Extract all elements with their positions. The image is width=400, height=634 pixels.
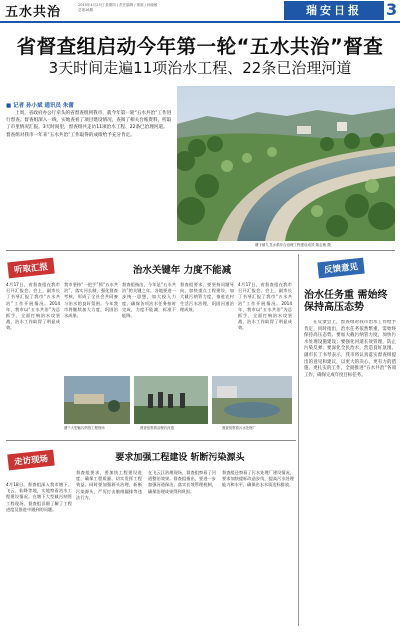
middle-col-1: 4月17日，省督查组在我市召开汇报会。会上，副市长丁书琴汇报了我市“五水共治”工作开展情况。2014年，我市以“五水共治”为总抓手，全面打响治水攻坚战，治水工作取得了明显成效。 <box>6 282 60 331</box>
issue-meta-line2: 总第16期 <box>78 8 93 12</box>
masthead-rule <box>0 21 400 23</box>
bottom-col-1: 4月18日，督查组深入我市塘下、飞云、仙降等地，实地察看治水工程建设情况。在塘下大型截污纳管工程现场，督查组详细了解了工程进度及推进中遇到的问题。 <box>6 482 72 512</box>
middle-col-3: 督查组指出，今年是“五水共治”的关键之年，各地要进一步统一思想，加大投入力度，确保各项治水任务按时完成，力度不能减，标准不能降。 <box>122 282 176 319</box>
lead-article: 上周，省政府办公厅牵头的省督查组到我市，就今年第一轮“五水共治”工作进行督查。督查组深入一线，实地查看了项目建设情况，查阅了相关台账资料，听取了市里情况汇报。3天时间里，督查组共走访11项治水工程、22条已治理河道。督查组对我市一年来“五水共治”工作取得的成绩给予充分肯定。 <box>6 111 172 138</box>
bottom-col-2: 督查组要求，要加快工程建设进度，确保工程质量，切实发挥工程效益。同时要加强源头治理，斩断污染源头，严厉打击偷排漏排等违法行为。 <box>76 470 142 500</box>
right-subhead: 治水任务重 需始终保持高压态势 <box>304 290 388 313</box>
photo-treatment-plant <box>212 376 292 424</box>
middle-col-2: 我市坚持“一把手”抓“五水共治”，落实河长制，强化督查考核，形成了全社会共同参与治水的良好氛围。今年我市将继续加大力度，巩固治水成果。 <box>64 282 118 319</box>
main-photo-caption: 塘下镇九龙水系综合治理工程建设成效 陈志敏 摄 <box>255 243 331 247</box>
photo-caption-mid: 督查组察看治理后河道 <box>140 426 174 430</box>
bottom-col-3: 在飞云江治理现场，督查组察看了河道整治效果。督查组指出，要进一步加强河道保洁，落实长效管理机制，确保治理成果得到巩固。 <box>148 470 216 494</box>
column-divider <box>298 254 299 626</box>
main-subheadline: 3天时间走遍11项治水工程、22条已治理河道 <box>48 59 352 77</box>
section-tag-briefing: 听取汇报 <box>7 258 54 279</box>
section-title: 五水共治 <box>5 5 62 20</box>
main-photo-river-park <box>177 86 395 241</box>
section-tag-site-visit: 走访现场 <box>7 450 54 471</box>
photo-inspection-team <box>134 376 208 424</box>
middle-col-5: 4月17日，省督查组在我市召开汇报会。会上，副市长丁书琴汇报了我市“五水共治”工作开展情况。2014年，我市以“五水共治”为总抓手，全面打响治水攻坚战，治水工作取得了明显成效。 <box>238 282 292 331</box>
issue-meta-line1: 2015年4月23日 星期四 | 责任编辑 / 邢源 / 孙晓敏 <box>78 3 158 7</box>
byline: ■ 记者 孙小斌 通讯员 朱蕾 <box>6 103 74 109</box>
page-number: 3 <box>386 0 398 19</box>
divider-line-bottom <box>6 440 296 441</box>
photo-caption-right: 督查组察看污水处理厂 <box>222 426 256 430</box>
middle-col-4: 督查组要求，要坚持问题导向，加快重点工程建设，加大截污纳管力度，推进农村生活污水治理，巩固河道治理成效。 <box>180 282 234 312</box>
newspaper-logo: 瑞安日报 <box>284 1 384 20</box>
right-column-text: 在反馈会上，督查组对我市治水工作给予肯定，同时指出，治水任务依然繁重，需始终保持高压态势。要加大截污纳管力度，加快污水处理设施建设；要强化河道长效管理，防止污染反弹；要深化全民治水，营造良好氛围。副市长丁书琴表示，我市将认真落实督查组提出的意见和建议，以更大的决心、更有力的措施、更扎实的工作，全面推进“五水共治”各项工作，确保完成年度目标任务。 <box>304 320 396 378</box>
photo-caption-left: 塘下大型截污纳管工程现场 <box>64 426 105 430</box>
section-tag-feedback: 反馈意见 <box>317 258 364 279</box>
bottom-subhead: 要求加强工程建设 斩断污染源头 <box>115 453 245 463</box>
bottom-col-4: 督查组还察看了污水处理厂建设情况，要求加快提标改造步伐，提高污水处理能力和水平，确保出水水质达标排放。 <box>222 470 294 488</box>
main-headline: 省督查组启动今年第一轮“五水共治”督查 <box>16 35 384 58</box>
masthead <box>0 0 400 22</box>
photo-pipeline-site <box>64 376 130 424</box>
divider-line <box>6 250 395 251</box>
middle-subhead: 治水关键年 力度不能减 <box>132 265 232 276</box>
issue-meta <box>78 3 157 13</box>
